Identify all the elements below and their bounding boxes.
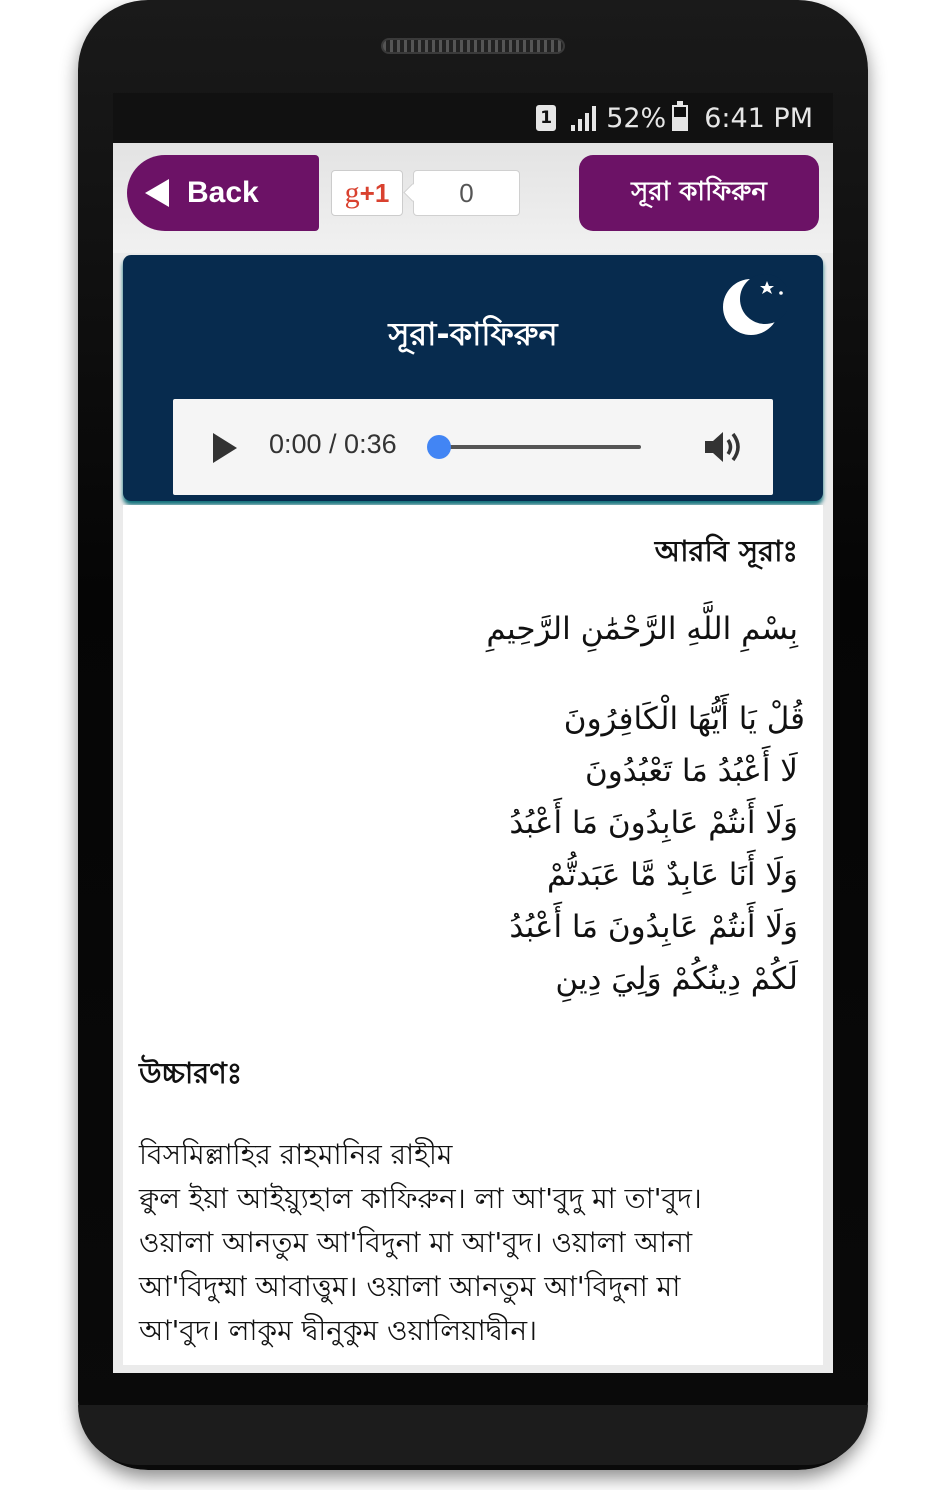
back-arrow-icon (145, 179, 169, 207)
back-button[interactable] (127, 155, 319, 231)
signal-icon (570, 105, 598, 131)
pronunciation-line: বিসমিল্লাহির রাহমানির রাহীম (139, 1138, 453, 1171)
verse-line: وَلَا أَنَا عَابِدٌ مَّا عَبَدتُّمْ (546, 857, 798, 893)
battery-percent: 52% (606, 102, 667, 134)
verse-line: لَكُمْ دِينُكُمْ وَلِيَ دِينِ (555, 961, 798, 997)
arabic-section-heading: আরবি সূরাঃ (654, 534, 798, 568)
status-time: 6:41 PM (704, 102, 813, 134)
verse-line: وَلَا أَنتُمْ عَابِدُونَ مَا أَعْبُدُ (509, 909, 798, 945)
surah-title: সূরা-কাফিরুন (388, 315, 558, 353)
pronunciation-line: ওয়ালা আনতুম আ'বিদুনা মা আ'বুদ। ওয়ালা আনা (139, 1226, 693, 1259)
audio-player (173, 399, 773, 495)
top-toolbar (113, 143, 833, 253)
back-button-label: Back (187, 176, 259, 209)
pronunciation-line: আ'বিদুম্মা আবাত্তুম। ওয়ালা আনতুম আ'বিদুনা মা (139, 1270, 681, 1303)
verse-line: قُلْ يَا أَيُّهَا الْكَافِرُونَ (563, 701, 805, 737)
volume-icon[interactable] (703, 427, 747, 467)
surah-header-card (123, 255, 823, 501)
speaker-grille (381, 38, 565, 54)
audio-progress-thumb[interactable] (427, 435, 451, 459)
battery-icon (672, 105, 688, 131)
verse-line: لَا أَعْبُدُ مَا تَعْبُدُونَ (585, 753, 798, 789)
audio-time-display: 0:00 / 0:36 (269, 429, 397, 459)
pronunciation-text (139, 1133, 809, 1353)
phone-bottom-bezel (78, 1405, 868, 1465)
surah-name-button[interactable]: সূরা কাফিরুন (579, 155, 819, 231)
status-bar (113, 93, 833, 143)
pronunciation-line: ক্বুল ইয়া আইয়্যুহাল কাফিরুন। লা আ'বুদু মা তা'বুদ। (139, 1182, 702, 1215)
pronunciation-heading: উচ্চারণঃ (139, 1056, 243, 1090)
plus-one-label: +1 (359, 177, 390, 208)
play-icon[interactable] (213, 433, 237, 463)
bismillah-line: بِسْمِ اللَّهِ الرَّحْمَٰنِ الرَّحِيمِ (486, 611, 798, 647)
plus-one-count: 0 (413, 170, 520, 216)
google-g-icon: g (344, 176, 360, 209)
sim-icon: 1 (536, 105, 556, 131)
google-plus-one-button[interactable] (331, 170, 403, 216)
app-screen (113, 93, 833, 1373)
verse-line: وَلَا أَنتُمْ عَابِدُونَ مَا أَعْبُدُ (509, 805, 798, 841)
surah-content (123, 505, 823, 1365)
pronunciation-line: আ'বুদ। লাকুম দ্বীনুকুম ওয়ালিয়াদ্বীন। (139, 1314, 538, 1347)
audio-progress-slider[interactable] (439, 445, 641, 449)
